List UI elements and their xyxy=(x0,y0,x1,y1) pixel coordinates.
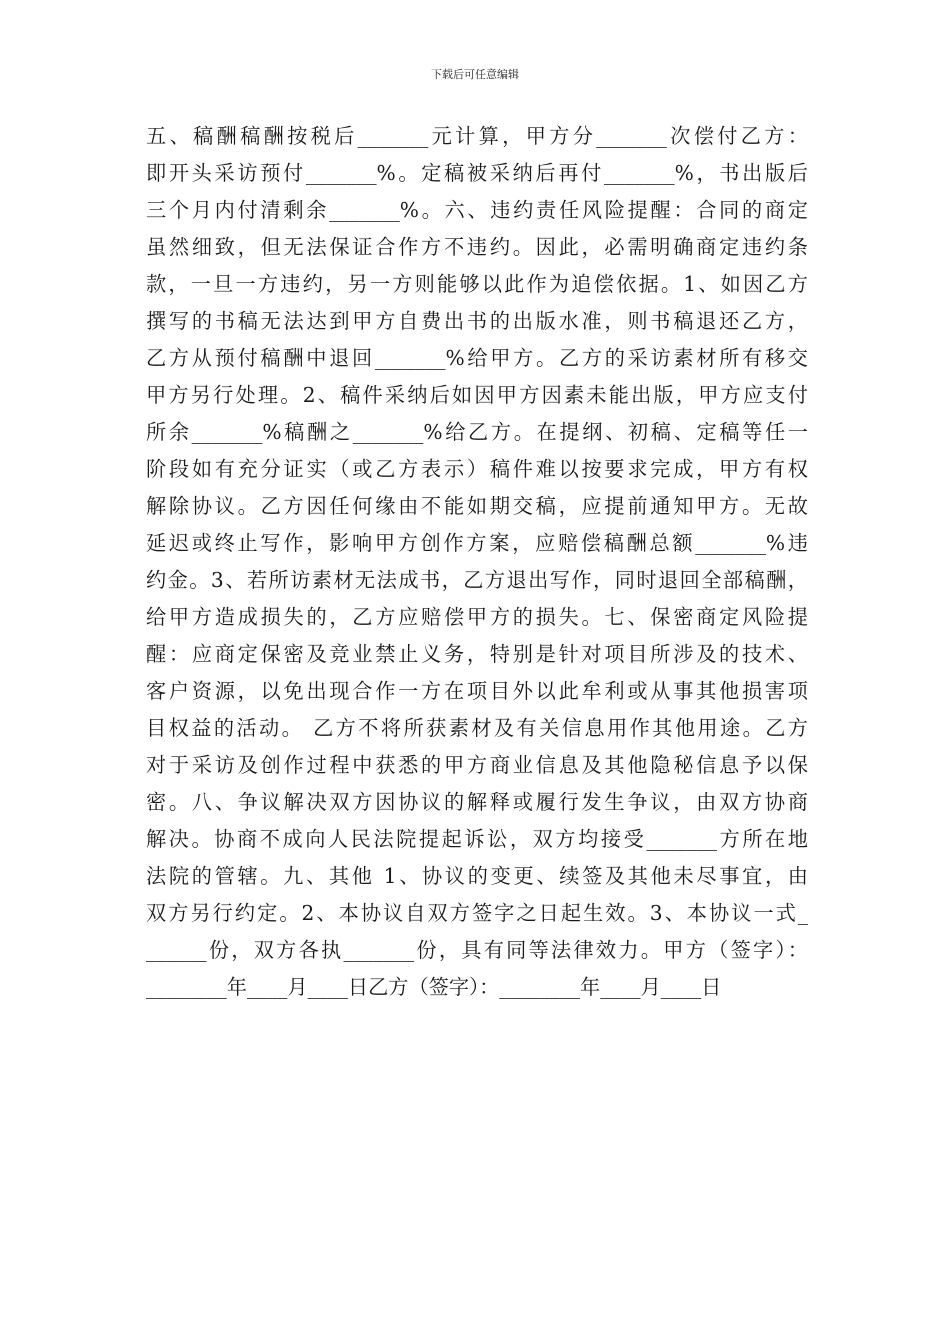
body-line: 延迟或终止写作，影响甲方创作方案，应赔偿稿酬总额_______%违 xyxy=(146,531,808,555)
body-line: 即开头采访预付_______%。定稿被采纳后再付_______%，书出版后 xyxy=(146,161,808,185)
body-line: 甲方另行处理。2、稿件采纳后如因甲方因素未能出版，甲方应支付 xyxy=(146,383,808,407)
body-line: 法院的管辖。九、其他 1、协议的变更、续签及其他未尽事宜，由 xyxy=(146,864,808,888)
body-line: 乙方从预付稿酬中退回_______%给甲方。乙方的采访素材所有移交 xyxy=(146,346,808,370)
body-line: 五、稿酬稿酬按税后_______元计算，甲方分_______次偿付乙方： xyxy=(146,124,808,148)
body-line: 三个月内付清剩余_______%。六、违约责任风险提醒：合同的商定 xyxy=(146,198,808,222)
body-line: 款，一旦一方违约，另一方则能够以此作为追偿依据。1、如因乙方 xyxy=(146,272,808,296)
body-line: 阶段如有充分证实（或乙方表示）稿件难以按要求完成，甲方有权 xyxy=(146,457,808,481)
contract-body xyxy=(146,118,808,1006)
body-line: 密。八、争议解决双方因协议的解释或履行发生争议，由双方协商 xyxy=(146,790,808,814)
body-line: ______份，双方各执_______份，具有同等法律效力。甲方（签字）： xyxy=(146,938,808,962)
body-line: 对于采访及创作过程中获悉的甲方商业信息及其他隐秘信息予以保 xyxy=(146,753,808,777)
body-line: 所余_______%稿酬之_______%给乙方。在提纲、初稿、定稿等任一 xyxy=(146,420,808,444)
page-header: 下载后可任意编辑 xyxy=(431,68,519,81)
body-line: 解决。协商不成向人民法院提起诉讼，双方均接受_______方所在地 xyxy=(146,827,808,851)
body-line: 双方另行约定。2、本协议自双方签字之日起生效。3、本协议一式_ xyxy=(146,901,808,925)
body-line: 撰写的书稿无法达到甲方自费出书的出版水准，则书稿退还乙方， xyxy=(146,309,808,333)
body-line: 约金。3、若所访素材无法成书，乙方退出写作，同时退回全部稿酬， xyxy=(146,568,808,592)
body-line: 虽然细致，但无法保证合作方不违约。因此，必需明确商定违约条 xyxy=(146,235,808,259)
body-line: 解除协议。乙方因任何缘由不能如期交稿，应提前通知甲方。无故 xyxy=(146,494,808,518)
body-line: 给甲方造成损失的，乙方应赔偿甲方的损失。七、保密商定风险提 xyxy=(146,605,808,629)
body-line: ________年____月____日乙方（签字）：________年____月____日 xyxy=(146,975,722,999)
body-line: 醒：应商定保密及竞业禁止义务，特别是针对项目所涉及的技术、 xyxy=(146,642,808,666)
body-line: 目权益的活动。 乙方不将所获素材及有关信息用作其他用途。乙方 xyxy=(146,716,808,740)
body-line: 客户资源，以免出现合作一方在项目外以此牟利或从事其他损害项 xyxy=(146,679,808,703)
